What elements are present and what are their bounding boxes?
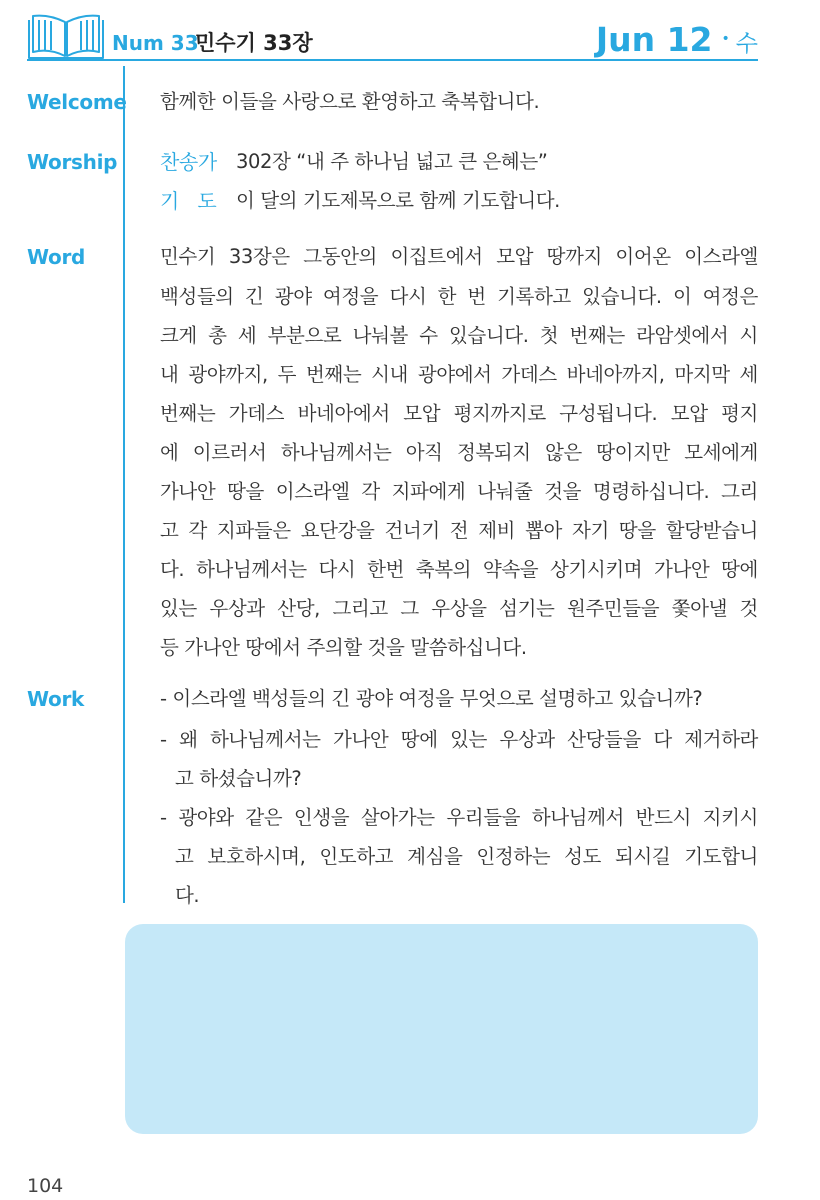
page-header [0,0,820,70]
weekday-label: 수 [735,31,758,57]
work-label: Work [27,687,85,711]
word-line: 가나안 땅을 이스라엘 각 지파에게 나눠줄 것을 명령하십니다. 그리 [160,480,758,503]
work-question: - 광야와 같은 인생을 살아가는 우리들을 하나님께서 반드시 지키시 [160,806,758,829]
word-line: 번째는 가데스 바네아에서 모압 평지까지로 구성됩니다. 모압 평지 [160,402,758,425]
work-question-cont: 고 하셨습니까? [175,767,302,790]
word-line: 고 각 지파들은 요단강을 건너기 전 제비 뽑아 자기 땅을 할당받습니 [160,519,758,542]
word-line: 크게 총 세 부분으로 나눠볼 수 있습니다. 첫 번째는 라암셋에서 시 [160,324,758,347]
date-label: Jun 12 [595,20,713,59]
word-line: 백성들의 긴 광야 여정을 다시 한 번 기록하고 있습니다. 이 여정은 [160,285,758,308]
welcome-text: 함께한 이들을 사랑으로 환영하고 축복합니다. [160,90,540,113]
open-book-icon [27,14,105,60]
word-line: 다. 하나님께서는 다시 한번 축복의 약속을 상기시키며 가나안 땅에 [160,558,758,581]
vertical-divider [123,66,125,903]
work-question: - 이스라엘 백성들의 긴 광야 여정을 무엇으로 설명하고 있습니까? [160,687,703,710]
prayer-row [160,189,560,213]
word-line: 등 가나안 땅에서 주의할 것을 말씀하십니다. [160,636,527,659]
hymn-row [160,150,547,174]
prayer-key: 기도 [160,189,235,213]
chapter-title: 민수기 33장 [195,31,313,55]
worship-label: Worship [27,150,118,174]
word-line: 내 광야까지, 두 번째는 시내 광야에서 가데스 바네아까지, 마지막 세 [160,363,758,386]
chapter-number: Num 33 [112,31,199,55]
page-number: 104 [27,1175,64,1197]
work-question: - 왜 하나님께서는 가나안 땅에 있는 우상과 산당들을 다 제거하라 [160,728,758,751]
work-question-cont: 다. [175,884,200,907]
prayer-text: 이 달의 기도제목으로 함께 기도합니다. [236,189,560,212]
word-label: Word [27,245,86,269]
date-display [596,22,758,58]
welcome-label: Welcome [27,90,127,114]
hymn-key: 찬송가 [160,150,217,174]
word-line: 에 이르러서 하나님께서는 아직 정복되지 않은 땅이지만 모세에게 [160,441,758,464]
work-question-cont: 고 보호하시며, 인도하고 계심을 인정하는 성도 되시길 기도합니 [175,845,758,868]
date-separator: • [721,31,730,47]
word-line: 민수기 33장은 그동안의 이집트에서 모압 땅까지 이어온 이스라엘 [160,245,758,268]
word-line: 있는 우상과 산당, 그리고 그 우상을 섬기는 원주민들을 쫓아낼 것 [160,597,758,620]
memo-box[interactable] [125,924,758,1134]
hymn-text: 302장 “내 주 하나님 넓고 큰 은혜는” [236,150,548,173]
header-divider [27,59,758,61]
